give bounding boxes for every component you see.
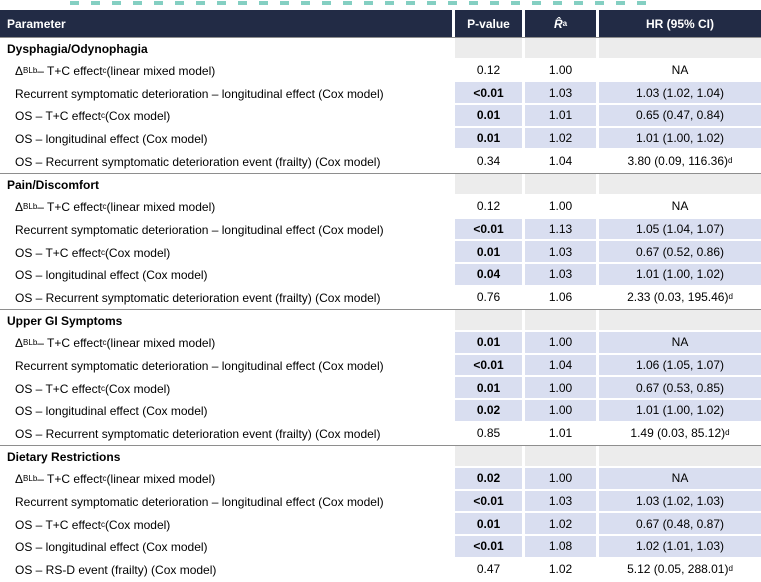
hr-cell: 0.65 (0.47, 0.84) — [596, 105, 761, 128]
column-header-hr-ci-label: HR (95% CI) — [645, 16, 714, 31]
r-hat-cell: 1.00 — [522, 332, 596, 355]
section-empty-p-value-cell — [452, 446, 522, 468]
table-row — [0, 332, 761, 355]
table-row — [0, 287, 761, 310]
clipped-title-fragment — [0, 0, 761, 10]
clipped-title-text-bottom — [70, 1, 648, 5]
table-row — [0, 513, 761, 536]
p-value-cell: <0.01 — [452, 491, 522, 514]
p-value-cell: 0.85 — [452, 423, 522, 446]
hr-cell: 2.33 (0.03, 195.46) d — [596, 287, 761, 310]
parameter-label: Recurrent symptomatic deterioration – longitudinal effect (Cox model) — [15, 222, 384, 237]
table-body — [0, 37, 761, 582]
section-empty-p-value-cell — [452, 38, 522, 60]
r-hat-cell: 1.08 — [522, 536, 596, 559]
parameter-label: OS – RS-D event (frailty) (Cox model) — [15, 563, 217, 578]
table-row — [0, 60, 761, 83]
r-hat-cell: 1.01 — [522, 423, 596, 446]
r-hat-cell: 1.02 — [522, 128, 596, 151]
p-value-cell: <0.01 — [452, 536, 522, 559]
r-hat-cell: 1.03 — [522, 491, 596, 514]
section-header-row — [0, 37, 761, 60]
section-empty-hr-cell — [596, 38, 761, 60]
r-hat-cell: 1.00 — [522, 377, 596, 400]
parameter-label: OS – Recurrent symptomatic deterioration event (frailty) (Cox model) — [15, 290, 381, 305]
parameter-label: OS – T+C effect c (Cox model) — [15, 381, 171, 396]
table-row — [0, 128, 761, 151]
table-row — [0, 377, 761, 400]
section-empty-hr-cell — [596, 310, 761, 332]
hr-cell: 1.01 (1.00, 1.02) — [596, 400, 761, 423]
table-row — [0, 423, 761, 446]
p-value-cell: 0.01 — [452, 241, 522, 264]
parameter-label: OS – T+C effect c (Cox model) — [15, 245, 171, 260]
column-header-hr-ci — [596, 10, 761, 37]
p-value-cell: 0.47 — [452, 559, 522, 582]
parameter-label: OS – T+C effect c (Cox model) — [15, 517, 171, 532]
parameter-label: OS – longitudinal effect (Cox model) — [15, 132, 208, 147]
hr-cell: 3.80 (0.09, 116.36) d — [596, 150, 761, 173]
r-hat-cell: 1.01 — [522, 105, 596, 128]
hr-cell: 1.05 (1.04, 1.07) — [596, 219, 761, 242]
p-value-cell: 0.01 — [452, 377, 522, 400]
parameter-label: Recurrent symptomatic deterioration – longitudinal effect (Cox model) — [15, 358, 384, 373]
p-value-cell: 0.04 — [452, 264, 522, 287]
p-value-cell: 0.01 — [452, 332, 522, 355]
r-hat-symbol: R̂ — [553, 16, 563, 31]
parameter-label: OS – longitudinal effect (Cox model) — [15, 404, 208, 419]
p-value-cell: 0.02 — [452, 400, 522, 423]
p-value-cell: <0.01 — [452, 355, 522, 378]
parameter-label: OS – longitudinal effect (Cox model) — [15, 268, 208, 283]
r-hat-cell: 1.03 — [522, 241, 596, 264]
table-row — [0, 468, 761, 491]
p-value-cell: <0.01 — [452, 219, 522, 242]
table-row — [0, 559, 761, 582]
p-value-cell: 0.01 — [452, 105, 522, 128]
table-header-row — [0, 10, 761, 37]
hr-cell: 1.49 (0.03, 85.12) d — [596, 423, 761, 446]
parameter-label: OS – T+C effect c (Cox model) — [15, 109, 171, 124]
r-hat-cell: 1.04 — [522, 150, 596, 173]
hr-cell: NA — [596, 196, 761, 219]
parameter-label: Δ BL b – T+C effect c (linear mixed model) — [15, 200, 216, 215]
parameter-label: Recurrent symptomatic deterioration – longitudinal effect (Cox model) — [15, 86, 384, 101]
parameter-label: Δ BL b – T+C effect c (linear mixed model) — [15, 336, 216, 351]
section-title: Pain/Discomfort — [7, 177, 100, 192]
hr-cell: 1.03 (1.02, 1.04) — [596, 82, 761, 105]
table-row — [0, 355, 761, 378]
r-hat-cell: 1.03 — [522, 82, 596, 105]
table-row — [0, 400, 761, 423]
parameter-label: OS – Recurrent symptomatic deterioration event (frailty) (Cox model) — [15, 427, 381, 442]
r-hat-cell: 1.06 — [522, 287, 596, 310]
section-empty-r-hat-cell — [522, 446, 596, 468]
hr-cell: NA — [596, 468, 761, 491]
section-empty-p-value-cell — [452, 174, 522, 196]
section-empty-r-hat-cell — [522, 310, 596, 332]
hr-cell: 1.01 (1.00, 1.02) — [596, 128, 761, 151]
section-empty-r-hat-cell — [522, 38, 596, 60]
section-empty-r-hat-cell — [522, 174, 596, 196]
hr-cell: 1.01 (1.00, 1.02) — [596, 264, 761, 287]
hr-cell: 0.67 (0.48, 0.87) — [596, 513, 761, 536]
r-hat-cell: 1.02 — [522, 513, 596, 536]
p-value-cell: 0.76 — [452, 287, 522, 310]
hr-cell: 1.06 (1.05, 1.07) — [596, 355, 761, 378]
section-title: Dietary Restrictions — [7, 450, 121, 465]
p-value-cell: <0.01 — [452, 82, 522, 105]
p-value-cell: 0.34 — [452, 150, 522, 173]
hr-cell: 5.12 (0.05, 288.01) d — [596, 559, 761, 582]
hr-cell: 0.67 (0.53, 0.85) — [596, 377, 761, 400]
table-row — [0, 150, 761, 173]
section-title: Upper GI Symptoms — [7, 314, 123, 329]
r-hat-cell: 1.00 — [522, 196, 596, 219]
r-hat-cell: 1.13 — [522, 219, 596, 242]
table-row — [0, 219, 761, 242]
table-row — [0, 82, 761, 105]
r-hat-cell: 1.04 — [522, 355, 596, 378]
r-hat-cell: 1.00 — [522, 400, 596, 423]
hr-cell: 1.03 (1.02, 1.03) — [596, 491, 761, 514]
hr-cell: NA — [596, 60, 761, 83]
column-header-p-value-label: P-value — [467, 16, 510, 31]
r-hat-cell: 1.00 — [522, 468, 596, 491]
parameter-label: Δ BL b – T+C effect c (linear mixed model) — [15, 472, 216, 487]
section-empty-p-value-cell — [452, 310, 522, 332]
hr-cell: 1.02 (1.01, 1.03) — [596, 536, 761, 559]
table-row — [0, 264, 761, 287]
table-row — [0, 241, 761, 264]
section-header-row — [0, 173, 761, 196]
p-value-cell: 0.01 — [452, 128, 522, 151]
section-header-row — [0, 445, 761, 468]
parameter-label: OS – longitudinal effect (Cox model) — [15, 540, 208, 555]
r-hat-cell: 1.00 — [522, 60, 596, 83]
p-value-cell: 0.12 — [452, 60, 522, 83]
table-row — [0, 196, 761, 219]
column-header-r-hat: R̂ a — [522, 10, 596, 37]
r-hat-cell: 1.03 — [522, 264, 596, 287]
section-header-row — [0, 309, 761, 332]
section-empty-hr-cell — [596, 446, 761, 468]
table-row — [0, 536, 761, 559]
p-value-cell: 0.12 — [452, 196, 522, 219]
hr-cell: 0.67 (0.52, 0.86) — [596, 241, 761, 264]
p-value-cell: 0.01 — [452, 513, 522, 536]
r-hat-cell: 1.02 — [522, 559, 596, 582]
p-value-cell: 0.02 — [452, 468, 522, 491]
parameter-label: Δ BL b – T+C effect c (linear mixed model) — [15, 64, 216, 79]
parameter-label: OS – Recurrent symptomatic deterioration event (frailty) (Cox model) — [15, 154, 381, 169]
column-header-parameter — [0, 10, 452, 37]
table-row — [0, 105, 761, 128]
column-header-parameter-label: Parameter — [7, 16, 66, 31]
parameter-label: Recurrent symptomatic deterioration – longitudinal effect (Cox model) — [15, 495, 384, 510]
table-row — [0, 491, 761, 514]
hr-cell: NA — [596, 332, 761, 355]
section-title: Dysphagia/Odynophagia — [7, 41, 148, 56]
column-header-p-value — [452, 10, 522, 37]
section-empty-hr-cell — [596, 174, 761, 196]
